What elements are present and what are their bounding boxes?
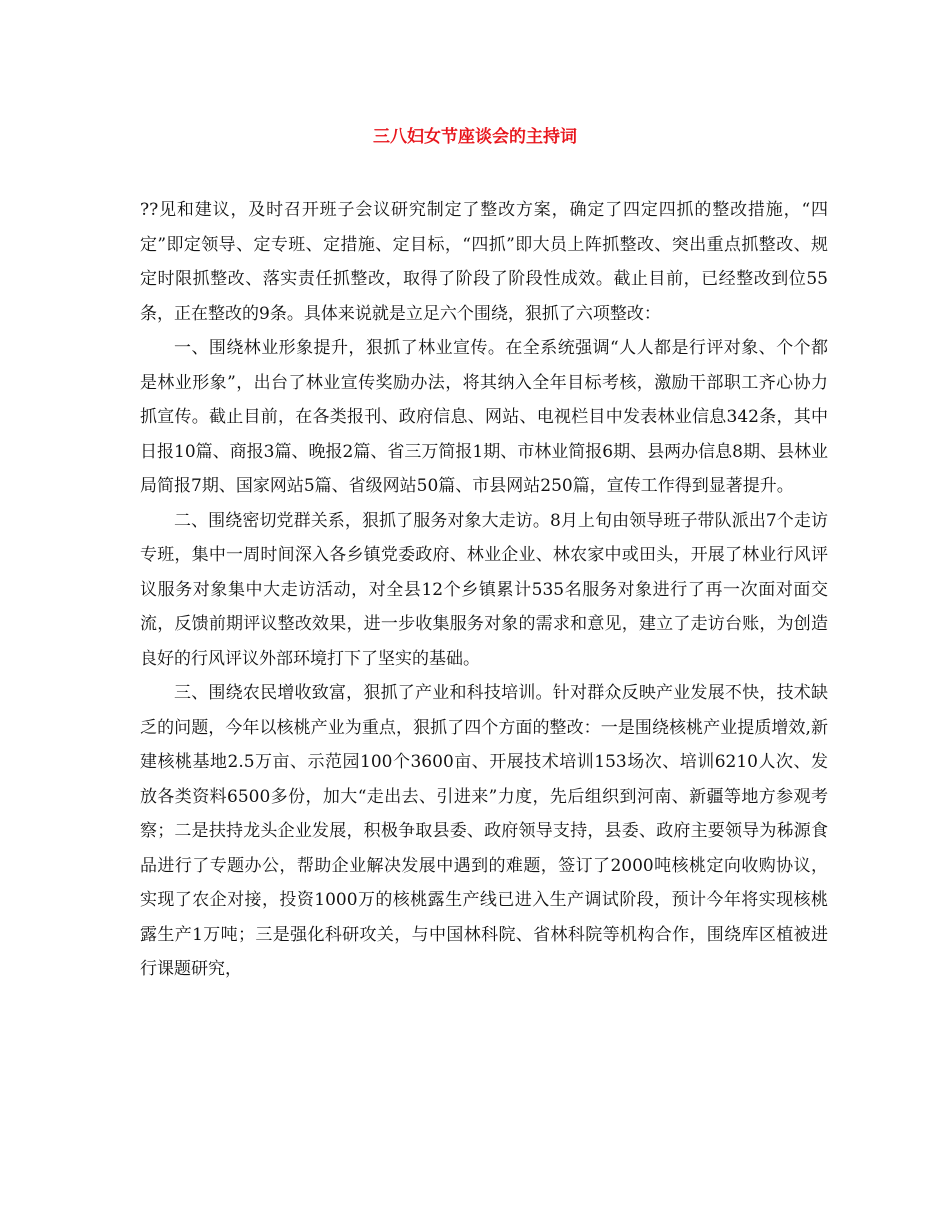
paragraph-forestry-publicity: 一、围绕林业形象提升，狠抓了林业宣传。在全系统强调“人人都是行评对象、个个都是林业形象”，出台了林业宣传奖励办法，将其纳入全年目标考核，激励干部职工齐心协力抓宣传。截止目前，在各类报刊、政府信息、网站、电视栏目中发表林业信息342条，其中日报10篇、商报3篇、晚报2篇、省三万简报1期、市林业简报6期、县两办信息8期、县林业局简报7期、国家网站5篇、省级网站50篇、市县网站250篇，宣传工作得到显著提升。 bbox=[140, 338, 828, 496]
document-title: 三八妇女节座谈会的主持词 bbox=[373, 127, 577, 147]
paragraph-service-visits: 二、围绕密切党群关系，狠抓了服务对象大走访。8月上旬由领导班子带队派出7个走访专班，集中一周时间深入各乡镇党委政府、林业企业、林农家中或田头，开展了林业行风评议服务对象集中大走访活动，对全县12个乡镇累计535名服务对象进行了再一次面对面交流，反馈前期评议整改效果，进一步收集服务对象的需求和意见，建立了走访台账，为创造良好的行风评议外部环境打下了坚实的基础。 bbox=[140, 510, 828, 669]
paragraph-industry-training: 三、围绕农民增收致富，狠抓了产业和科技培训。针对群众反映产业发展不快，技术缺乏的问题，今年以核桃产业为重点，狠抓了四个方面的整改：一是围绕核桃产业提质增效,新建核桃基地2.5万亩、示范园100个3600亩、开展技术培训153场次、培训6210人次、发放各类资料6500多份，加大“走出去、引进来”力度，先后组织到河南、新疆等地方参观考察；二是扶持龙头企业发展，积极争取县委、政府领导支持，县委、政府主要领导为秭源食品进行了专题办公，帮助企业解决发展中遇到的难题，签订了2000吨核桃定向收购协议，实现了农企对接，投资1000万的核桃露生产线已进入生产调试阶段，预计今年将实现核桃露生产1万吨；三是强化科研攻关，与中国林科院、省林科院等机构合作，围绕库区植被进行课题研究， bbox=[140, 683, 828, 979]
paragraph-continuation: ??见和建议，及时召开班子会议研究制定了整改方案，确定了四定四抓的整改措施，“四定”即定领导、定专班、定措施、定目标，“四抓”即大员上阵抓整改、突出重点抓整改、规定时限抓整改、落实责任抓整改，取得了阶段了阶段性成效。截止目前，已经整改到位55条，正在整改的9条。具体来说就是立足六个围绕，狠抓了六项整改： bbox=[140, 200, 828, 324]
document-body bbox=[140, 193, 828, 987]
